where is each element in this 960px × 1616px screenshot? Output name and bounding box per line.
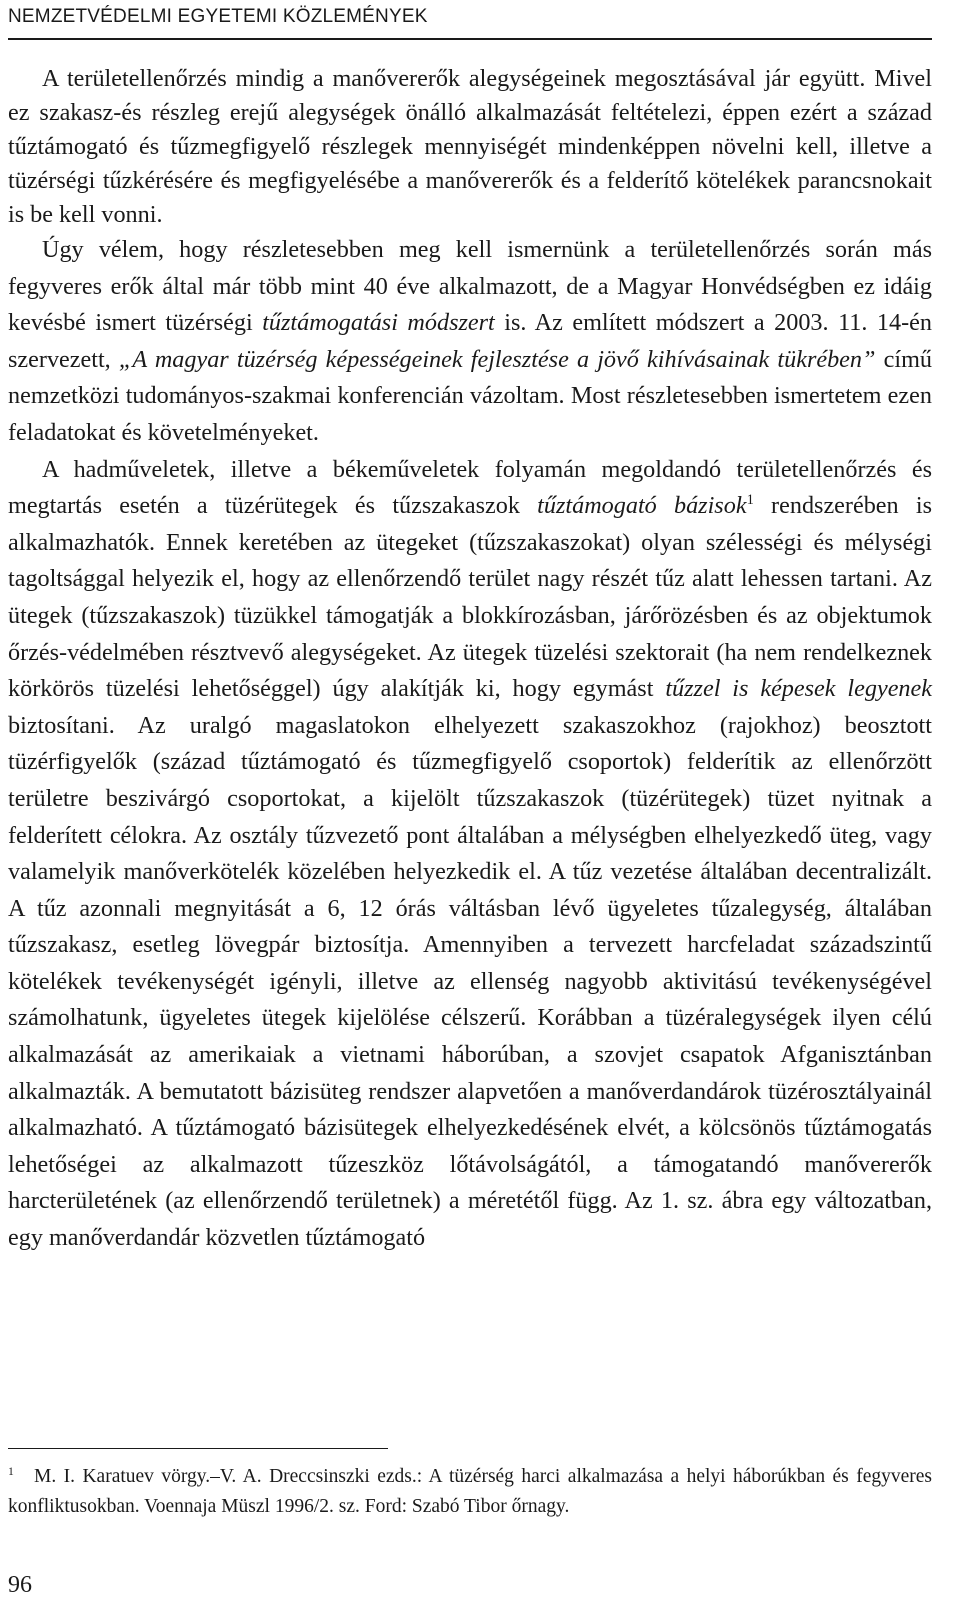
paragraph-2-text-e: című nemzetközi tudományos-szakmai konferencián vázoltam. Most részletesebben ismertetem ezen feladatokat és követelményeket.	[8, 345, 932, 446]
paragraph-3	[8, 452, 932, 1257]
paragraph-2-text-c: is. Az említett módszert a 2003. 11. 14-én szervezett,	[8, 309, 932, 373]
paragraph-3-italic-fire: tűzzel is képesek legyenek	[665, 675, 932, 703]
paragraph-2-italic-method: tűztámogatási módszert	[262, 309, 495, 337]
running-header: NEMZETVÉDELMI EGYETEMI KÖZLEMÉNYEK	[8, 6, 428, 27]
paragraph-1: A területellenőrzés mindig a manővererők alegységeinek megosztásával jár együtt. Mivel ez szakasz-és részleg erejű alegységek önálló alkalmazását feltételezi, éppen ezért a század tűztámogató és tűzmegfigyelő részlegek mennyiségét mindenképpen növelni kell, illetve a tüzérségi tűzkérésére és megfigyelésébe a manővererők és a felderítő kötelékek parancsnokait is be kell vonni.	[8, 65, 932, 228]
footnote-text: M. I. Karatuev vörgy.–V. A. Dreccsinszki ezds.: A tüzérség harci alkalmazása a helyi háborúkban és fegyveres konfliktusokban. Voennaja Müszl 1996/2. sz. Ford: Szabó Tibor őrnagy.	[8, 1466, 932, 1517]
paragraph-3-italic-bases: tűztámogató bázisok	[537, 492, 747, 520]
paragraph-3-text-a: A hadműveletek, illetve a békeműveletek folyamán megoldandó területellenőrzés és megtartás esetén a tüzérütegek és tűzszakaszok	[8, 455, 932, 520]
page-number: 96	[8, 1572, 32, 1598]
footnote-divider	[8, 1448, 388, 1449]
footnote: $^1$ M. I. Karatuev vörgy.–V. A. Dreccsinszki ezds.: A tüzérség harci alkalmazása a helyi háborúkban és fegyveres konfliktusokban. Voennaja Müszl 1996/2. sz. Ford: Szabó Tibor őrnagy.	[8, 1464, 932, 1517]
paragraph-3-text-e: biztosítani. Az uralgó magaslatokon elhelyezett szakaszokhoz (rajokhoz) beosztott tüzérfigyelők (század tűztámogató és tűzmegfigyelő csoportok) felderítik az ellenőrzött területre beszivárgó csoportokat, a kijelölt tűzszakaszok (tüzérütegek) tüzet nyitnak a felderített célokra. Az osztály tűzvezető pont általában a mélységben elhelyezkedő üteg, vagy valamelyik manőverkötelék közelében helyezkedik el. A tűz vezetése általában decentralizált. A tűz azonnali megnyitását a 6, 12 órás váltásban lévő ügyeletes tűzalegység, általában tűzszakasz, esetleg lövegpár biztosítja. Amennyiben a tervezett harcfeladat századszintű kötelékek tevékenységét igényli, illetve az ellenség nagyobb aktivitású tevékenységével számolhatunk, ügyeletes ütegek kijelölése célszerű. Korábban a tüzéralegységek ilyen célú alkalmazását az amerikaiak a vietnami háborúban, a szovjet csapatok Afganisztánban alkalmazták. A bemutatott bázisüteg rendszer alapvetően a manőverdandárok tüzérosztályainál alkalmazható. A tűztámogató bázisütegek elhelyezkedésének elvét, a kölcsönös tűztámogatás lehetőségei az alkalmazott tűzeszköz lőtávolságától, a támogatandó manővererők harcterületének (az ellenőrzendő területnek) a méretétől függ. Az 1. sz. ábra egy változatban, egy manőverdandár közvetlen tűztámogató	[8, 711, 932, 1252]
main-text	[8, 62, 932, 1257]
paragraph-2	[8, 232, 932, 452]
footnote-reference[interactable]: 1	[746, 492, 754, 509]
paragraph-2-text-a: Úgy vélem, hogy részletesebben meg kell ismernünk a területellenőrzés során más fegyveres erők által már több mint 40 éve alkalmazott, de a Magyar Honvédségben ez idáig kevésbé ismert tüzérségi	[8, 236, 932, 337]
paragraph-3-text-c: rendszerében is alkalmazhatók. Ennek keretében az ütegeket (tűzszakaszokat) olyan szélességi és mélységi tagoltsággal helyezik el, hogy az ellenőrzendő terület nagy részét tűz alatt lehessen tartani. Az ütegek (tűzszakaszok) tüzükkel támogatják a blokkírozásban, járőrözésben és az objektumok őrzés-védelmében résztvevő alegységeket. Az ütegek tüzelési szektorait (ha nem rendelkeznek körkörös tüzelési lehetőséggel) úgy alakítják ki, hogy egymást	[8, 492, 933, 703]
paragraph-2-italic-conference-title: „A magyar tüzérség képességeinek fejlesztése a jövő kihívásainak tükrében”	[118, 345, 876, 373]
header-divider	[8, 38, 932, 40]
